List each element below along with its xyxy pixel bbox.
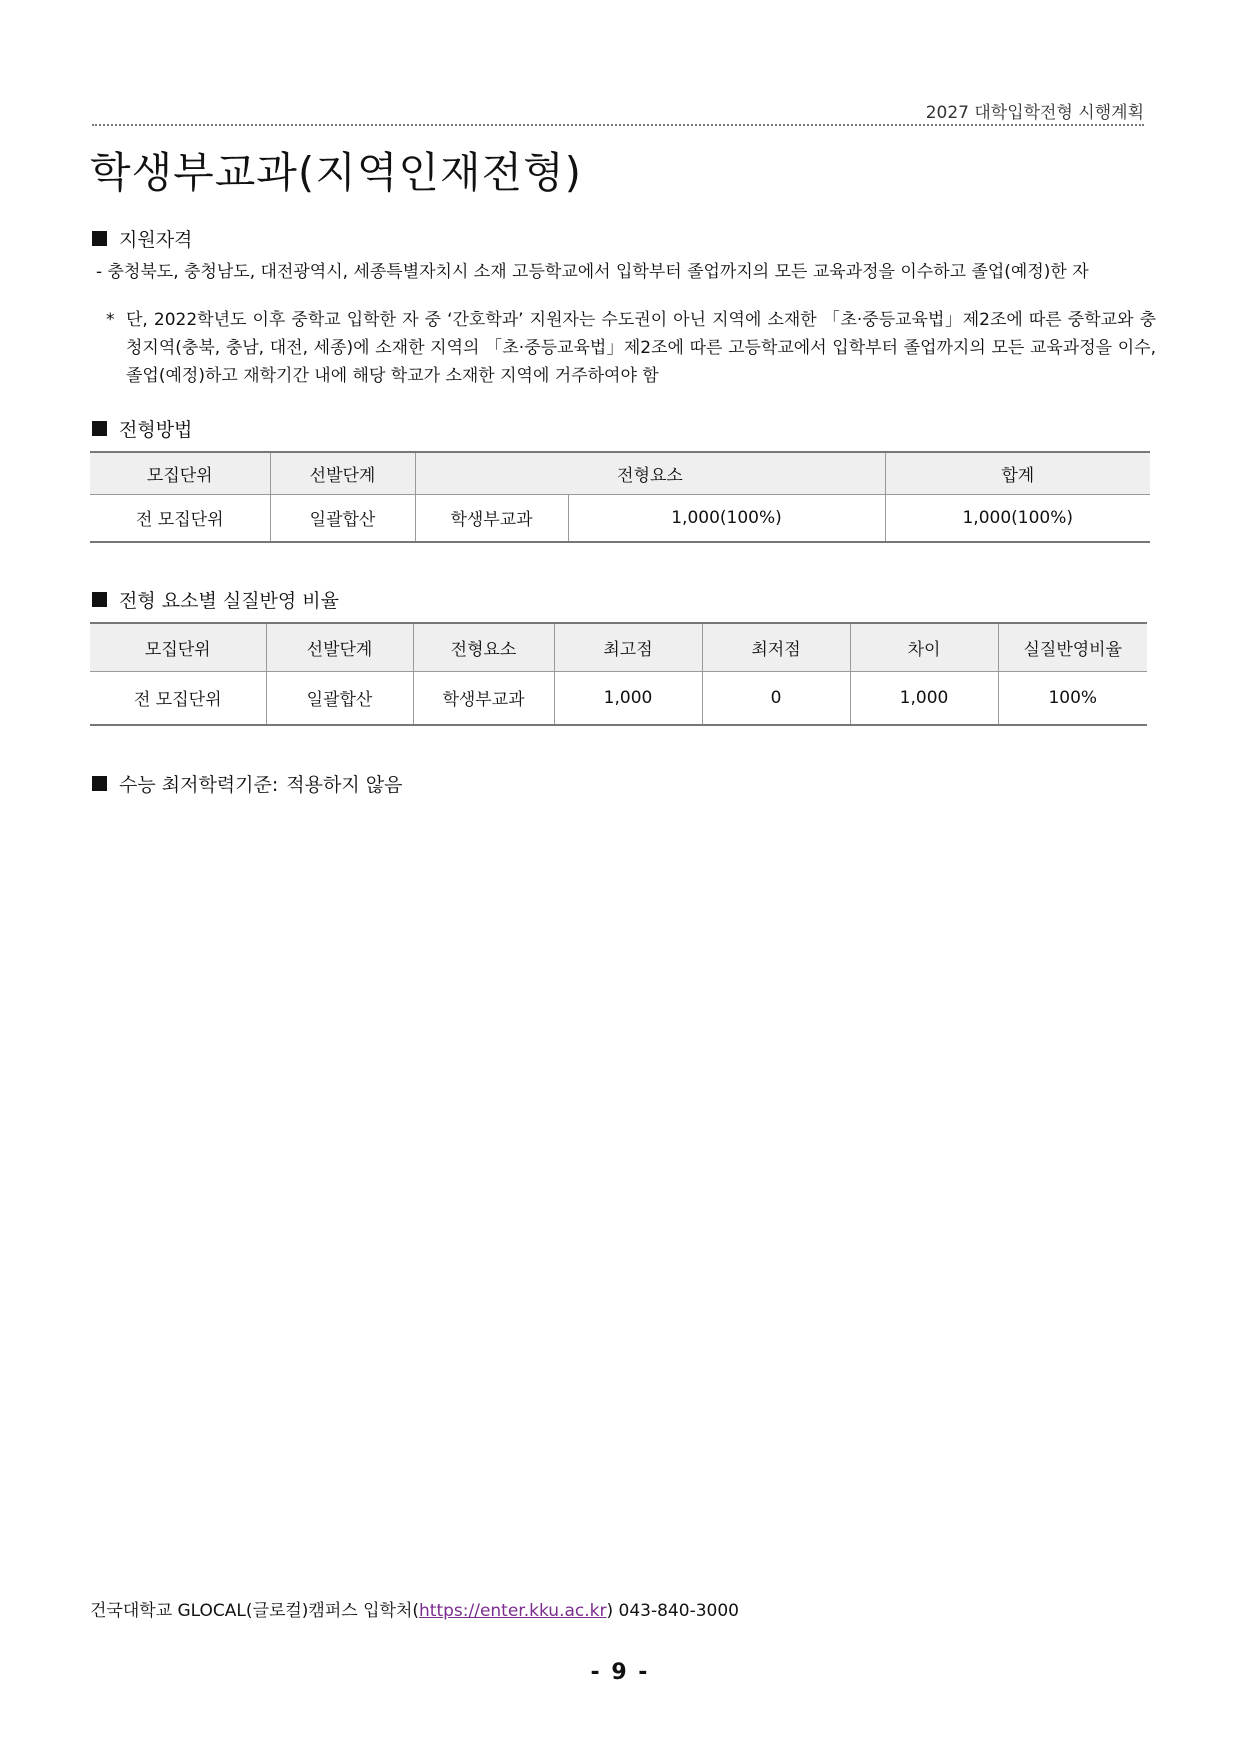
table-cell: 1,000(100%) — [885, 494, 1150, 542]
header-cell-ratio: 실질반영비율 — [998, 623, 1147, 671]
table-cell: 1,000 — [850, 671, 998, 725]
section-ratio-heading — [92, 586, 339, 613]
black-square-icon — [92, 776, 107, 791]
table-cell: 전 모집단위 — [90, 494, 270, 542]
section-eligibility-heading — [92, 225, 192, 252]
section-ratio-title: 전형 요소별 실질반영 비율 — [119, 590, 340, 612]
table-cell: 1,000 — [554, 671, 702, 725]
section-csat-value: 적용하지 않음 — [286, 774, 403, 796]
table-cell: 전 모집단위 — [90, 671, 266, 725]
table-cell: 학생부교과 — [415, 494, 568, 542]
eligibility-note-text: 단, 2022학년도 이후 중학교 입학한 자 중 ‘간호학과’ 지원자는 수도권이 아닌 지역에 소재한 「초·중등교육법」제2조에 따른 중학교와 충청지역(충북, 충남, 대전, 세종)에 소재한 지역의 「초·중등교육법」제2조에 따른 고등학교에서 입학부터 졸업까지의 모든 교육과정을 이수, 졸업(예정)하고 재학기간 내에 해당 학교가 소재한 지역에 거주하여야 함 — [126, 310, 1156, 386]
header-cell-unit: 모집단위 — [90, 452, 270, 494]
footer-contact — [90, 1596, 739, 1621]
table-cell: 일괄합산 — [270, 494, 415, 542]
header-cell-element: 전형요소 — [413, 623, 554, 671]
section-method-heading — [92, 415, 192, 442]
black-square-icon — [92, 231, 107, 246]
selection-method-table — [90, 451, 1150, 543]
section-method-title: 전형방법 — [119, 419, 193, 441]
table-cell: 일괄합산 — [266, 671, 413, 725]
page-title: 학생부교과(지역인재전형) — [90, 148, 583, 197]
black-square-icon — [92, 421, 107, 436]
table-cell: 100% — [998, 671, 1147, 725]
eligibility-text: - 충청북도, 충청남도, 대전광역시, 세종특별자치시 소재 고등학교에서 입학부터 졸업까지의 모든 교육과정을 이수하고 졸업(예정)한 자 — [96, 262, 1089, 282]
note-asterisk: * — [106, 310, 115, 330]
table-cell: 0 — [702, 671, 850, 725]
section-csat-title: 수능 최저학력기준: — [119, 774, 279, 796]
header-cell-total: 합계 — [885, 452, 1150, 494]
black-square-icon — [92, 592, 107, 607]
header-cell-stage: 선발단계 — [270, 452, 415, 494]
section-csat-heading — [92, 770, 402, 797]
header-cell-stage: 선발단계 — [266, 623, 413, 671]
footer-prefix: 건국대학교 GLOCAL(글로컬)캠퍼스 입학처( — [90, 1601, 420, 1621]
header-cell-unit: 모집단위 — [90, 623, 266, 671]
header-divider — [92, 124, 1144, 126]
page-number: - 9 - — [590, 1660, 650, 1685]
table-header-row — [90, 623, 1147, 671]
header-cell-min: 최저점 — [702, 623, 850, 671]
eligibility-note — [106, 306, 1156, 390]
footer-suffix: ) 043-840-3000 — [606, 1601, 739, 1621]
admissions-website-link[interactable]: https://enter.kku.ac.kr — [419, 1601, 607, 1621]
table-row — [90, 494, 1150, 542]
table-cell: 학생부교과 — [413, 671, 554, 725]
header-cell-max: 최고점 — [554, 623, 702, 671]
header-cell-diff: 차이 — [850, 623, 998, 671]
table-cell: 1,000(100%) — [568, 494, 885, 542]
header-cell-element: 전형요소 — [415, 452, 885, 494]
table-row — [90, 671, 1147, 725]
effective-ratio-table — [90, 622, 1147, 726]
table-header-row — [90, 452, 1150, 494]
document-header: 2027 대학입학전형 시행계획 — [925, 103, 1144, 123]
section-eligibility-title: 지원자격 — [119, 229, 193, 251]
